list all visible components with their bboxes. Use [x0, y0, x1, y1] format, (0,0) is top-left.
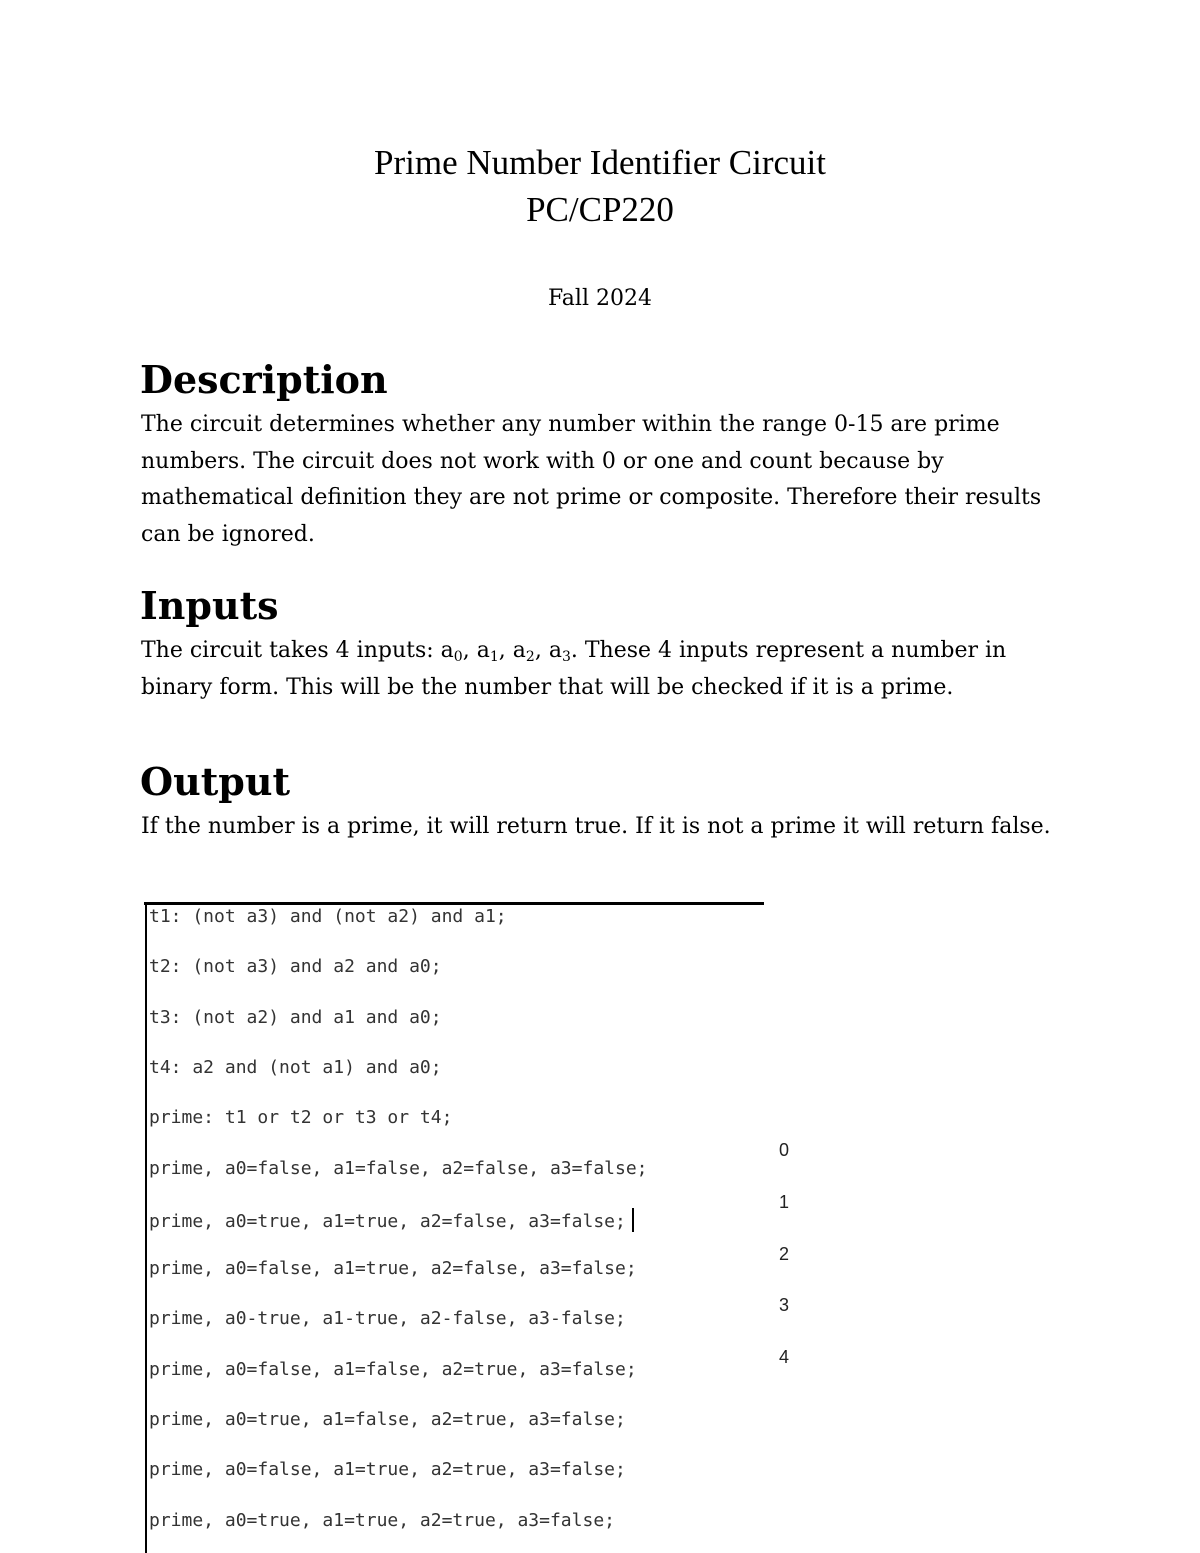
inputs-text-after: . These 4 inputs represent a number in binary form. This will be the number that will be checked if it is a prime.: [141, 638, 1007, 700]
inputs-text: [141, 633, 1071, 706]
code-line: [149, 906, 507, 927]
side-number: 4: [779, 1347, 790, 1368]
separator: ,: [534, 638, 549, 663]
code-line-text: prime, a0=false, a1=false, a2=false, a3=false;: [149, 1157, 648, 1179]
output-text: If the number is a prime, it will return true. If it is not a prime it will return false.: [141, 814, 1051, 839]
side-number: 1: [779, 1191, 790, 1212]
separator: ,: [498, 638, 513, 663]
code-line-text: t1: (not a3) and (not a2) and a1;: [149, 906, 507, 927]
code-line-text: prime, a0=false, a1=false, a2=true, a3=false;: [149, 1358, 637, 1380]
separator: ,: [462, 638, 477, 663]
code-line: [149, 1510, 615, 1531]
code-line: [149, 1208, 634, 1232]
code-line: [149, 1007, 442, 1028]
code-line-text: prime, a0=true, a1=true, a2=true, a3=false;: [149, 1509, 615, 1531]
input-variable-index: 3: [561, 649, 571, 665]
code-line: [149, 1258, 637, 1279]
description-text: The circuit determines whether any number within the range 0-15 are prime numbers. The circuit does not work with 0 or one and count because by mathematical definition they are not prime or composite. Therefore their results can be ignored.: [141, 412, 1042, 547]
side-number: 3: [779, 1295, 790, 1316]
description-heading: Description: [140, 357, 388, 402]
input-variables: [441, 638, 571, 663]
code-line: [149, 1107, 452, 1128]
code-line-text: prime, a0=true, a1=true, a2=false, a3=false;: [149, 1210, 626, 1232]
code-line-text: prime, a0=true, a1=false, a2=true, a3=false;: [149, 1409, 626, 1430]
document-title: Prime Number Identifier Circuit: [374, 143, 826, 182]
code-box-top-border: [144, 902, 764, 905]
code-line-text: prime, a0=false, a1=true, a2=false, a3=false;: [149, 1258, 637, 1280]
output-heading: Output: [140, 759, 291, 804]
code-line-text: t3: (not a2) and a1 and a0;: [149, 1006, 442, 1028]
code-line: [149, 1409, 626, 1430]
code-line: [149, 956, 442, 977]
term: Fall 2024: [548, 286, 652, 311]
code-line: [149, 1308, 626, 1329]
inputs-text-before: The circuit takes 4 inputs:: [141, 638, 441, 663]
input-variable-index: 1: [489, 649, 499, 665]
input-variable: a: [440, 638, 454, 663]
side-number: 0: [779, 1140, 790, 1160]
code-line: [149, 1459, 626, 1480]
code-line-text: t4: a2 and (not a1) and a0;: [149, 1056, 442, 1078]
code-line: [149, 1359, 637, 1380]
code-line: [149, 1158, 648, 1179]
code-line-text: prime, a0-true, a1-true, a2-false, a3-false;: [149, 1308, 626, 1330]
code-box-left-border: [145, 902, 147, 1553]
input-variable: a: [512, 638, 526, 663]
code-line: [149, 1057, 442, 1078]
side-number: 2: [779, 1243, 790, 1264]
code-line-text: t2: (not a3) and a2 and a0;: [149, 956, 442, 978]
course-code: PC/CP220: [526, 190, 674, 229]
code-line-text: prime: t1 or t2 or t3 or t4;: [149, 1107, 453, 1129]
input-variable: a: [476, 638, 490, 663]
code-line-text: prime, a0=false, a1=true, a2=true, a3=false;: [149, 1459, 626, 1481]
input-variable: a: [548, 638, 562, 663]
text-cursor: [632, 1208, 634, 1232]
input-variable-index: 0: [453, 649, 463, 665]
inputs-heading: Inputs: [140, 583, 279, 628]
input-variable-index: 2: [525, 649, 535, 665]
